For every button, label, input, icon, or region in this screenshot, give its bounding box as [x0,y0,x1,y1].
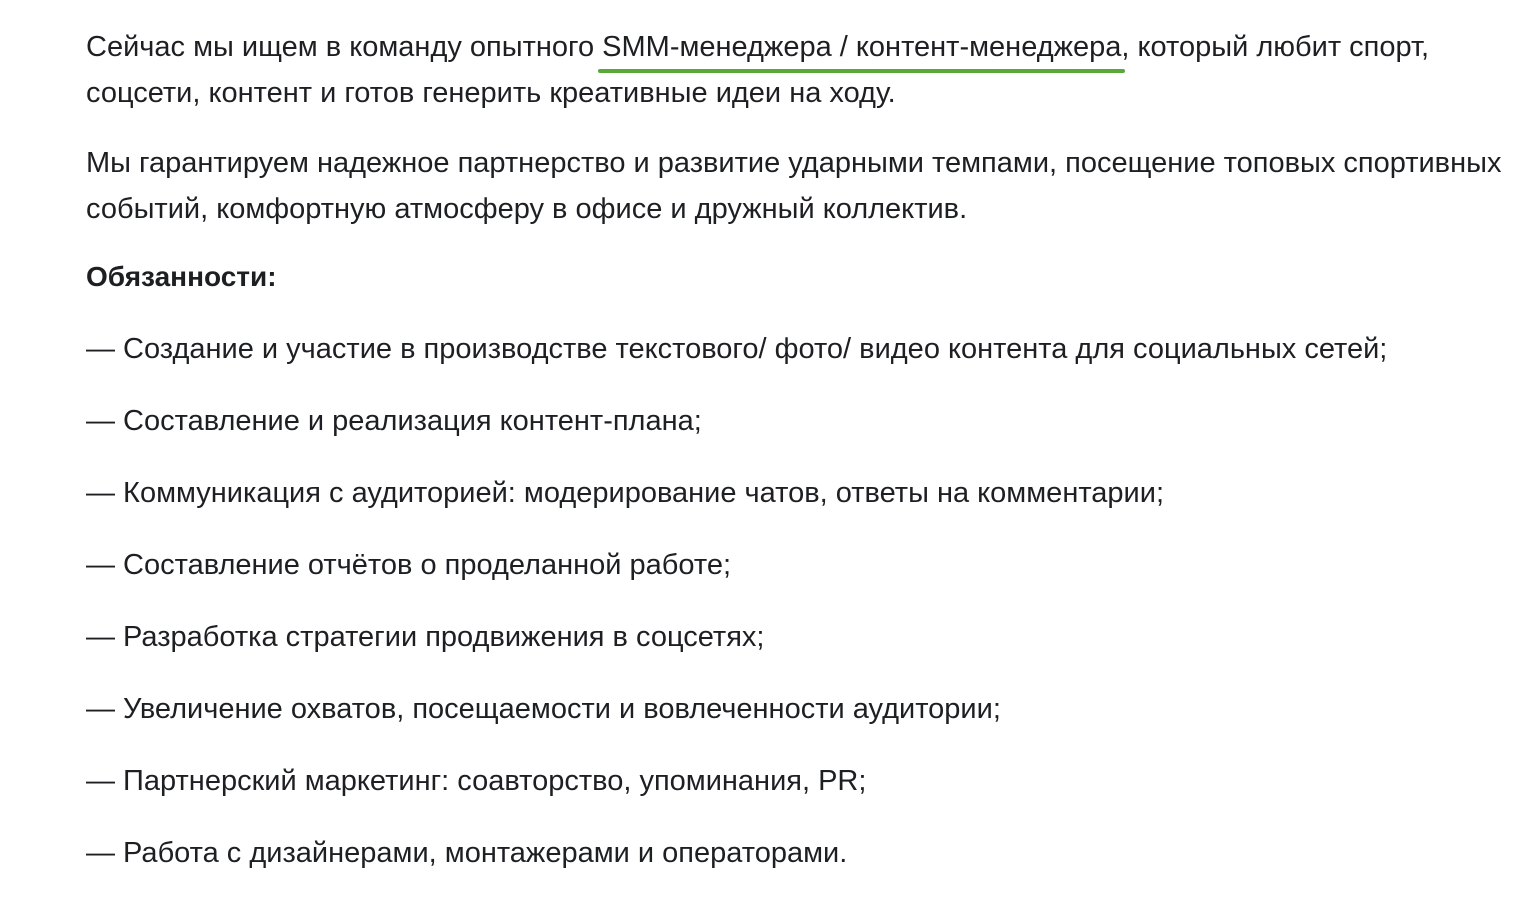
duty-item: — Партнерский маркетинг: соавторство, упоминания, PR; [86,765,867,797]
vacancy-description [86,24,1526,902]
duty-item: — Увеличение охватов, посещаемости и вовлеченности аудитории; [86,693,1001,725]
duty-item: — Работа с дизайнерами, монтажерами и операторами. [86,837,848,869]
duty-item: — Разработка стратегии продвижения в соцсетях; [86,621,765,653]
guarantees-paragraph: Мы гарантируем надежное партнерство и развитие ударными темпами, посещение топовых спортивных событий, комфортную атмосферу в офисе и дружный коллектив. [86,147,1502,225]
duty-item: — Составление и реализация контент-плана; [86,405,702,437]
duty-item: — Создание и участие в производстве текстового/ фото/ видео контента для социальных сетей; [86,333,1388,365]
duty-item: — Составление отчётов о проделанной работе; [86,549,732,581]
duties-list [86,326,1526,876]
intro-paragraph [86,24,1526,116]
intro-text-start: Сейчас мы ищем в команду опытного [86,31,603,63]
duties-heading: Обязанности: [86,261,277,292]
highlighted-role: SMM-менеджера / контент-менеджера [602,24,1121,70]
duty-item: — Коммуникация с аудиторией: модерирование чатов, ответы на комментарии; [86,477,1164,509]
intro-text-end: , который любит спорт, соцсети, контент и готов генерить креативные идеи на ходу. [86,31,1430,109]
